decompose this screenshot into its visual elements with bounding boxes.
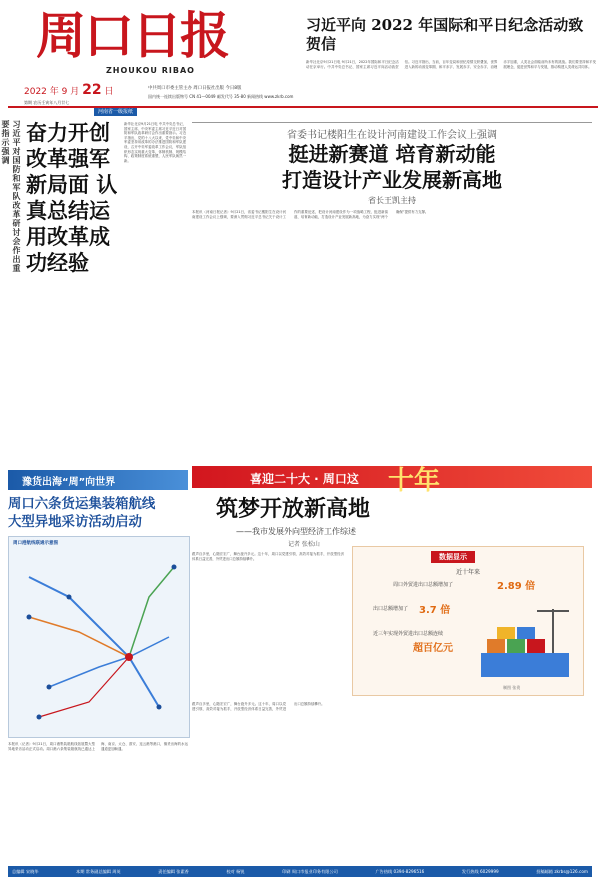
footer-item: 校对 杨锐 <box>226 869 245 874</box>
anniversary-intro: 跟声百多里，心随宏宏广，舞台旋升多元。这十年，周口以党建引领、高效对接为抓手，开放型经济体系日益完善，外贸进出口总额持续攀升。 <box>192 552 344 561</box>
infographic <box>352 546 584 696</box>
logo-pinyin: ZHOUKOU RIBAO <box>106 66 195 75</box>
footer-item: 责任编辑 张素香 <box>158 869 189 874</box>
provincial-headline-1: 挺进新赛道 培育新动能 <box>288 142 496 166</box>
issue-date: 2022 年 9 月 22 日 <box>24 82 114 98</box>
route-map <box>8 536 190 738</box>
military-body: 新华社北京9月21日电 中共中央总书记、国家主席、中央军委主席习近平近日对国防和军队改革研讨会作出重要指示。习近平指出，党的十八大以来，党中央和中央军委坚持用改革的办法推进国防和军队建设，召开中央军委改革工作会议，军队组织形态实现重大变革，体制机制、规模结构、政策制度系统重塑，人民军队焕然一新。 <box>124 122 186 163</box>
issue-lunar: 第期 农历壬寅年八月廿七 <box>24 100 70 105</box>
footer-item: 发行热线 6029999 <box>461 869 499 874</box>
cargo-story <box>8 470 188 862</box>
stat3-label: 近三年实现外贸进出口总额连续 <box>373 631 444 637</box>
newspaper-logo: 周口日报 <box>36 6 228 65</box>
footer-item: 本期 常务副总编辑 周英 <box>76 869 121 874</box>
port-illustration <box>477 599 573 683</box>
cargo-headline-1: 周口六条货运集装箱航线 <box>8 496 156 512</box>
stat1-value: 2.89 倍 <box>497 581 536 592</box>
stat2-label: 出口总额增加了 <box>373 606 409 612</box>
map-title: 周口港航线联通示意图 <box>13 541 58 546</box>
masthead <box>8 6 598 114</box>
anniversary-banner: 喜迎二十大 · 周口这 十年 <box>192 466 592 488</box>
cargo-headline-2: 大型异地采访活动启动 <box>8 514 142 530</box>
stat3-value: 超百亿元 <box>413 643 453 654</box>
cargo-banner: 豫货出海“周”向世界 <box>8 470 188 490</box>
info-subtitle: 近十年来 <box>455 569 480 576</box>
footer-item: 总编辑 宋晓华 <box>12 869 39 874</box>
provincial-kicker: 省委书记楼阳生在设计河南建设工作会议上强调 <box>287 130 497 141</box>
anniversary-headline: 筑梦开放新高地 <box>216 496 371 522</box>
publisher-info: 中共周口市委主管主办 周口日报社出版 今日8版 <box>148 86 242 91</box>
footer-items <box>8 866 592 877</box>
footer-bar <box>8 866 592 877</box>
provincial-body: 本报讯（河南日报记者）9月21日，省委书记楼阳生在设计河南建设工作会议上强调，要深入贯彻习近平总书记关于设计工作的重要论述，把设计河南建设作为一项战略工程，挺进新赛道、培育新动能，打造设计产业发展新高地，为奋力实现“两个确保”提供有力支撑。 <box>192 210 429 219</box>
anniversary-byline: 记者 张松山 <box>288 541 320 548</box>
cargo-body: 本报讯（记者）9月21日，周口港集装箱航线拓展暨大型异地采访活动正式启动。周口港六条集装箱航线已通达上海、南京、太仓、淮安、连云港等港口，豫货出海的水运通道更加畅通。 <box>8 742 188 751</box>
route-map-graphic <box>9 537 189 737</box>
anniversary-feature <box>192 466 592 862</box>
footer-item: 投稿邮箱 zkrbs@126.com <box>536 869 588 874</box>
lead-body: 新华社北京9月21日电 9月21日，2022年国际和平日纪念活动在京举行。中共中央总书记、国家主席习近平向活动致贺信。习近平指出，当前，百年变局和世纪疫情交织叠加，世界进入新的动荡变革期，和平赤字、发展赤字、安全赤字、治理赤字加重，人类社会面临前所未有的挑战。我们要坚持和平发展理念，促进世界和平与发展，推动构建人类命运共同体。 <box>306 60 596 69</box>
anniversary-subhead: ——我市发展外向型经济工作综述 <box>236 527 356 536</box>
footer-item: 广告热线 0394-8296516 <box>375 869 425 874</box>
military-story <box>1 120 186 280</box>
military-kicker: 习近平对国防和军队改革研讨会作出重要指示强调 <box>1 120 21 273</box>
photo-caption: 制图 张贵 <box>503 685 521 690</box>
provincial-byline: 省长王凯主持 <box>368 196 416 205</box>
info-title: 数据显示 <box>431 551 475 563</box>
lead-headline: 习近平向 2022 年国际和平日纪念活动致贺信 <box>306 16 584 53</box>
stat1-label: 周口外贸进出口总额增加了 <box>393 582 454 588</box>
footer-item: 印刷 周口市报业印务有限公司 <box>282 869 338 874</box>
publication-codes: 国内统一连续出版物号 CN 41—0049 邮发代号 35-80 新闻热线 www.zkrb.com <box>148 94 294 99</box>
stat2-value: 3.7 倍 <box>419 605 451 616</box>
grade-tag: 河南省一级报纸 <box>94 108 137 116</box>
provincial-story <box>192 122 592 462</box>
provincial-headline-2: 打造设计产业发展新高地 <box>282 168 502 192</box>
military-headline: 奋力开创改革强军新局面 认真总结运用改革成功经验 <box>26 120 118 275</box>
anniversary-body: 跟声百多里，心随宏宏广，舞台旋升多元。这十年，周口以党建引领、高效对接为抓手，开放型经济体系日益完善，外贸进出口总额持续攀升。 <box>192 702 325 711</box>
